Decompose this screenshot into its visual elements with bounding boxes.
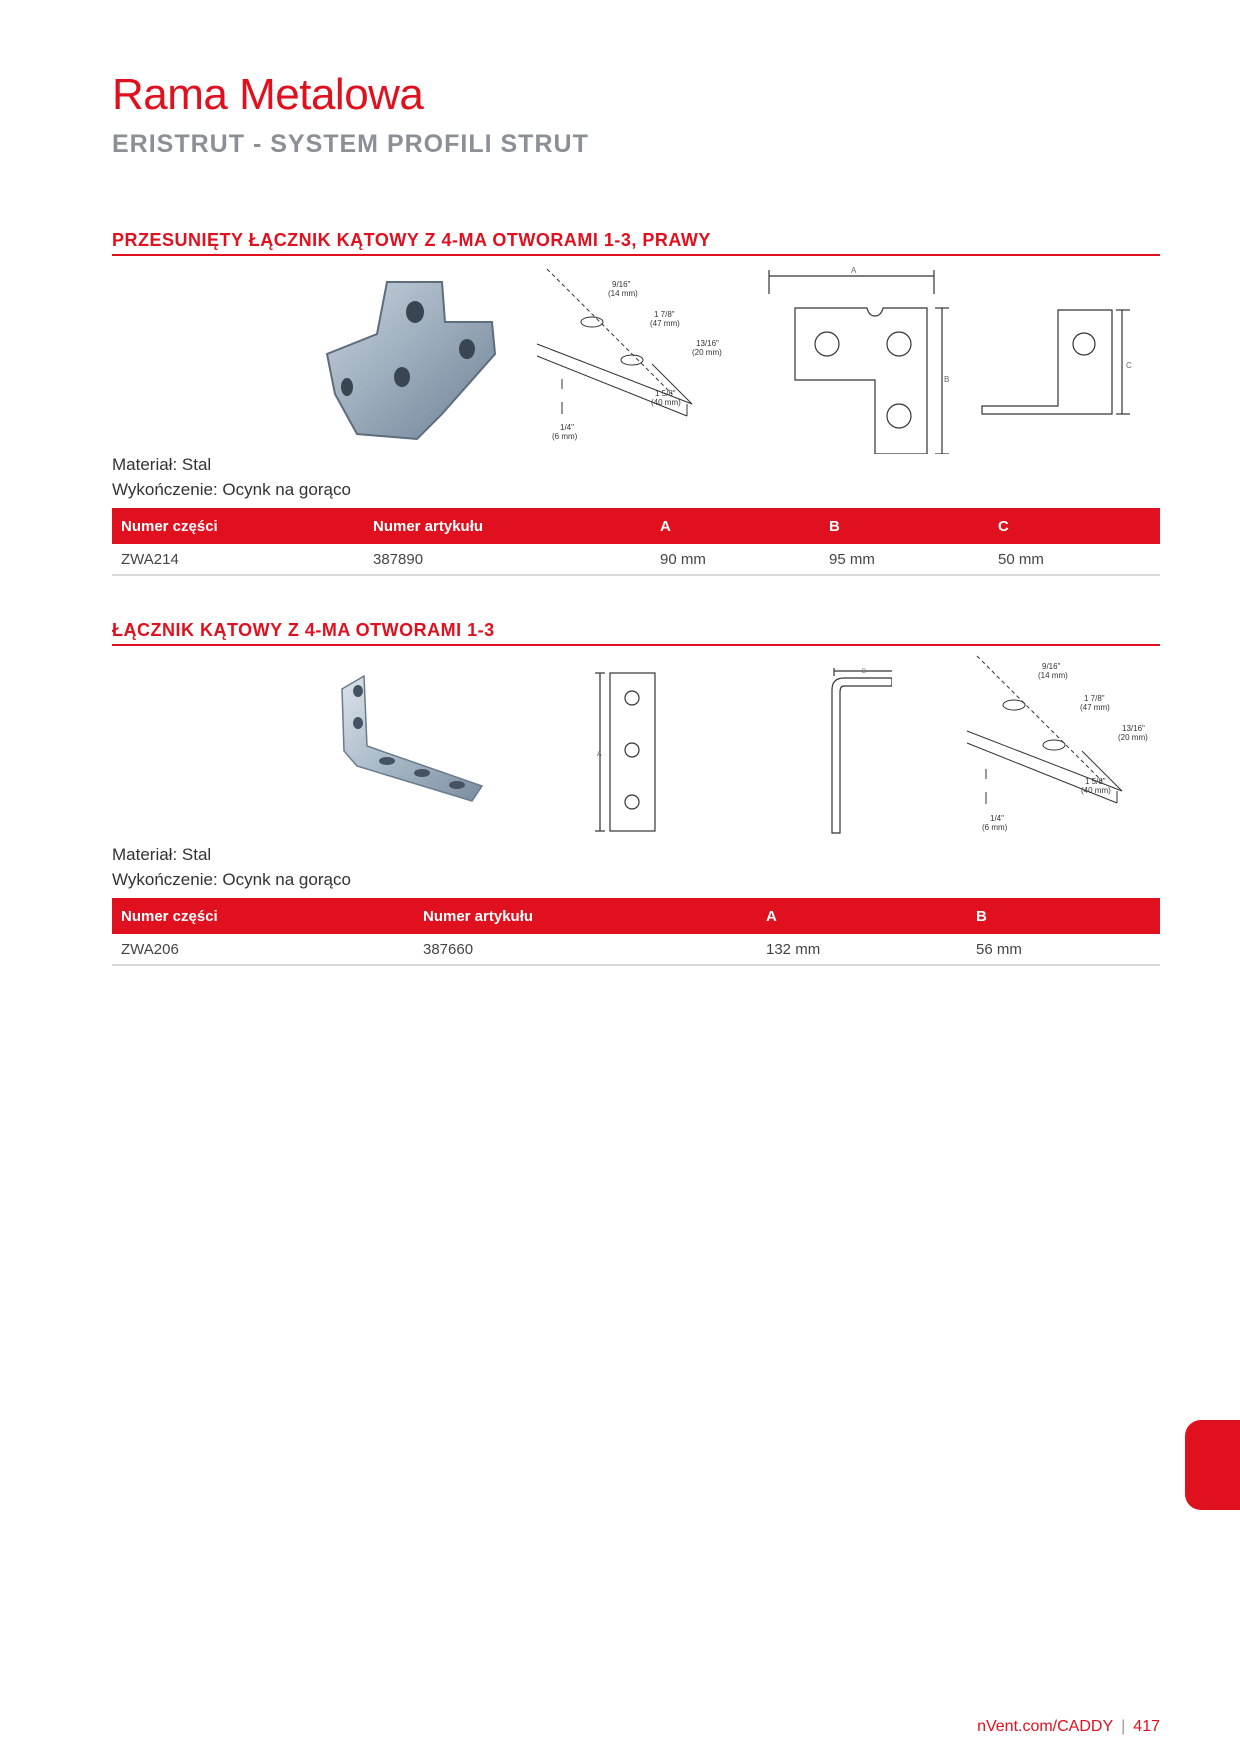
dim-label: (14 mm) xyxy=(608,289,638,298)
section-title: ŁĄCZNIK KĄTOWY Z 4-MA OTWORAMI 1-3 xyxy=(112,620,1160,646)
dim-label: 1 5/8" xyxy=(1085,777,1106,786)
cell: ZWA206 xyxy=(112,934,414,965)
dim-label: B xyxy=(944,375,950,384)
col-header: A xyxy=(757,898,967,934)
dimension-drawing xyxy=(532,264,722,454)
dim-label: (40 mm) xyxy=(1081,786,1111,795)
front-view-drawing xyxy=(757,264,957,454)
page-subtitle: ERISTRUT - SYSTEM PROFILI STRUT xyxy=(112,130,589,158)
page-number: 417 xyxy=(1133,1718,1160,1735)
material-spec: Materiał: Stal xyxy=(112,455,212,474)
dim-label: A xyxy=(851,266,857,275)
dim-label: 9/16" xyxy=(612,280,631,289)
table-row xyxy=(112,934,1160,965)
product-photo xyxy=(332,671,512,821)
cell: 95 mm xyxy=(820,544,989,575)
dim-label: 1 7/8" xyxy=(1084,694,1105,703)
product-photo xyxy=(317,274,527,444)
dim-label: 9/16" xyxy=(1042,662,1061,671)
dim-label: (40 mm) xyxy=(651,398,681,407)
dim-label: 13/16" xyxy=(696,339,719,348)
col-header: Numer artykułu xyxy=(414,898,757,934)
cell: 90 mm xyxy=(651,544,820,575)
col-header: A xyxy=(651,508,820,544)
cell: 56 mm xyxy=(967,934,1160,965)
col-header: Numer artykułu xyxy=(364,508,651,544)
cell: ZWA214 xyxy=(112,544,364,575)
dim-label: (47 mm) xyxy=(1080,703,1110,712)
finish-spec: Wykończenie: Ocynk na gorąco xyxy=(112,870,351,889)
product-figures xyxy=(112,646,1160,842)
col-header: Numer części xyxy=(112,898,414,934)
col-header: B xyxy=(820,508,989,544)
dim-label: (6 mm) xyxy=(982,823,1008,832)
product-section-zwa214 xyxy=(112,230,1160,576)
finish-spec: Wykończenie: Ocynk na gorąco xyxy=(112,480,351,499)
footer-site[interactable]: nVent.com/CADDY xyxy=(977,1718,1114,1735)
page-footer xyxy=(977,1718,1160,1736)
table-row xyxy=(112,544,1160,575)
dim-label: 1 5/8" xyxy=(655,389,676,398)
chapter-tab xyxy=(1185,1420,1240,1510)
cell: 132 mm xyxy=(757,934,967,965)
dim-label: (20 mm) xyxy=(692,348,722,357)
footer-separator: | xyxy=(1121,1718,1126,1735)
col-header: Numer części xyxy=(112,508,364,544)
material-spec: Materiał: Stal xyxy=(112,845,212,864)
product-section-zwa206 xyxy=(112,620,1160,966)
dim-label: (6 mm) xyxy=(552,432,578,441)
cell: 387660 xyxy=(414,934,757,965)
dim-label: 1/4" xyxy=(990,814,1004,823)
dim-label: (14 mm) xyxy=(1038,671,1068,680)
side-view-drawing xyxy=(812,668,892,838)
cell: 50 mm xyxy=(989,544,1160,575)
dim-label: 1/4" xyxy=(560,423,574,432)
side-view-drawing xyxy=(980,306,1170,456)
dim-label: B xyxy=(862,669,867,675)
parts-table xyxy=(112,898,1160,966)
product-figures xyxy=(112,256,1160,452)
col-header: B xyxy=(967,898,1160,934)
cell: 387890 xyxy=(364,544,651,575)
dim-label: A xyxy=(597,751,602,758)
dim-label: 1 7/8" xyxy=(654,310,675,319)
front-view-drawing xyxy=(590,668,660,838)
dim-label: (20 mm) xyxy=(1118,733,1148,742)
col-header: C xyxy=(989,508,1160,544)
section-title: PRZESUNIĘTY ŁĄCZNIK KĄTOWY Z 4-MA OTWORAMI 1-3, PRAWY xyxy=(112,230,1160,256)
dim-label: C xyxy=(1126,361,1132,370)
dim-label: 13/16" xyxy=(1122,724,1145,733)
page-title: Rama Metalowa xyxy=(112,70,424,119)
dimension-drawing xyxy=(962,651,1157,841)
dim-label: (47 mm) xyxy=(650,319,680,328)
parts-table xyxy=(112,508,1160,576)
